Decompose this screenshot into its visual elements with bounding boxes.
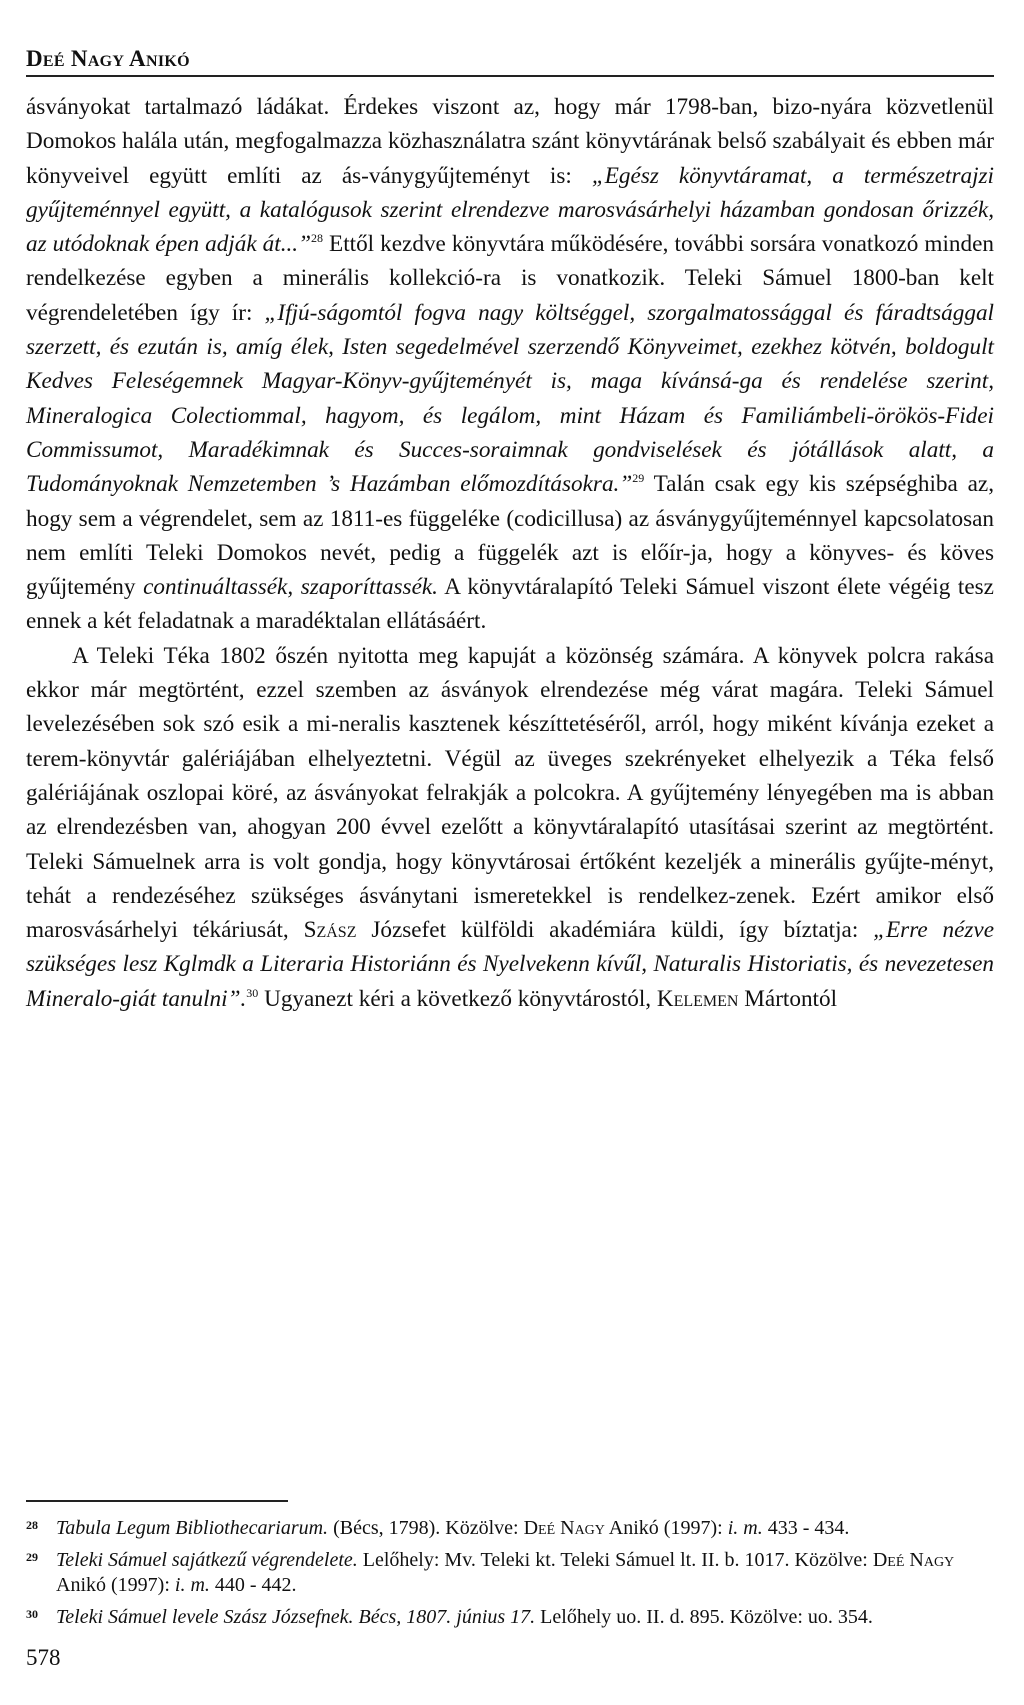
footnote-rule — [26, 1500, 288, 1502]
footnote-reference: 28 — [311, 231, 323, 246]
paragraph-2 — [26, 639, 994, 1016]
text-run: A könyvtáralapító Teleki Sámuel viszont élete végéig tesz ennek a két feladatnak a maradéktalan ellátásáért. — [26, 574, 994, 635]
text-run: 433 - 434. — [762, 1517, 850, 1539]
footnote-text — [56, 1605, 994, 1631]
footnote-30 — [26, 1605, 994, 1631]
footnote-text — [56, 1548, 994, 1599]
text-run: Józsefet külföldi akadémiára küldi, így bíztatja: — [356, 917, 874, 944]
italic-text: „Erre nézve szükséges lesz Kglmdk a Literaria Historiánn és Nyelvekenn kívűl, Naturalis Historiatis, és nevezetesen Mineralo-giát tanulni”. — [26, 917, 994, 1012]
italic-text: „Egész könyvtáramat, a természetrajzi gyűjteménnyel együtt, a katalógusok szerint elrendezve marosvásárhelyi házamban gondosan őrizzék, az utódoknak épen adják át...” — [26, 162, 994, 258]
footnote-28 — [26, 1516, 994, 1542]
italic-text: Tabula Legum Bibliothecariarum. — [56, 1517, 329, 1539]
text-run: (Bécs, 1798). Közölve: — [328, 1517, 524, 1539]
text-run: Talán csak egy kis szépséghiba az, hogy sem a végrendelet, sem az 1811-es függeléke (codicillusa) az ásványgyűjteménnyel kapcsolatosan nem említi Teleki Domokos nevét, pedig a függelék azt is előír-ja, hogy a könyves- és köves gyűjtemény — [26, 471, 994, 601]
text-run: A Teleki Téka 1802 őszén nyitotta meg kapuját a közönség számára. A könyvek polcra rakása ekkor már megtörtént, ezzel szemben az ásványok elrendezése még várat magára. Teleki Sámuel levelezésében sok szó esik a mi-neralis kasztenek készíttetéséről, arról, hogy miként kívánja ezeket a terem-könyvtár galériájában elhelyeztetni. Végül az üveges szekrényeket elhelyezik a Téka felső galériájának oszlopai köré, az ásványokat felrakják a polcokra. A gyűjtemény lényegében ma is abban az elrendezésben van, ahogyan 200 évvel ezelőtt a könyvtáralapító utasításai szerint az megtörtént. Teleki Sámuelnek arra is volt gondja, hogy könyvtárosai értőként kezeljék a minerális gyűjte-ményt, tehát a rendezéséhez szükséges ásványtani ismeretekkel is rendelkez-zenek. Ezért amikor első marosvásárhelyi tékáriusát, — [26, 642, 994, 944]
footnote-reference: 29 — [632, 471, 645, 486]
text-run: ásványokat tartalmazó ládákat. Érdekes viszont az, hogy már 1798-ban, bizo-nyára közvetlenül Domokos halála után, megfogalmazza közhasználatra szánt könyvtárának belső szabályait és ebben már könyveivel együtt említi az ás-ványgyűjteményt is: — [26, 94, 994, 189]
footnote-29 — [26, 1548, 994, 1599]
text-run: Szász — [303, 917, 357, 944]
italic-text: continuáltassék, szaporíttassék. — [143, 574, 438, 601]
text-run: Anikó (1997): — [604, 1517, 728, 1539]
text-run: Anikó (1997): — [56, 1574, 175, 1596]
text-run: Mártontól — [738, 985, 838, 1012]
book-page — [26, 0, 996, 1705]
italic-text: Teleki Sámuel sajátkezű végrendelete. — [56, 1548, 358, 1571]
header-rule — [26, 75, 994, 77]
footnote-number: 30 — [26, 1606, 38, 1621]
text-run: 440 - 442. — [209, 1574, 297, 1596]
text-run: Lelőhely uo. II. d. 895. Közölve: uo. 354. — [535, 1605, 873, 1628]
footnote-number: 29 — [26, 1549, 38, 1564]
text-run: Deé Nagy — [523, 1517, 605, 1539]
footnotes — [26, 1516, 994, 1636]
page-number: 578 — [26, 1645, 61, 1670]
paragraph-1 — [26, 90, 994, 639]
text-run: Ettől kezdve könyvtára működésére, további sorsára vonatkozó minden rendelkezése egyben a minerális kollekció-ra is vonatkozik. Teleki Sámuel 1800-ban kelt végrendeletében így ír: — [26, 231, 994, 326]
text-run: Deé Nagy — [872, 1548, 955, 1571]
italic-text: „Ifjú-ságomtól fogva nagy költséggel, szorgalmatossággal és fáradtsággal szerzett, és ezután is, amíg élek, Isten segedelmével szerzendő Könyveimet, ezekhez kötvén, boldogult Kedves Feleségemnek Magyar-Könyv-gyűjteményét is, maga kívánsá-ga és rendelése szerint, Mineralogica Colectiommal, hagyom, és legálom, mint Házam és Familiámbeli-örökös-Fidei Commissumot, Maradékimnak és Succes-soraimnak gondviselések és jótállások alatt, a Tudományoknak Nemzetemben ’s Hazámban előmozdításokra.” — [26, 299, 994, 498]
footnote-text — [56, 1516, 994, 1542]
italic-text: Teleki Sámuel levele Szász Józsefnek. Bécs, 1807. június 17. — [56, 1605, 536, 1628]
running-title: Deé Nagy Anikó — [26, 46, 190, 71]
footnote-reference: 30 — [246, 985, 259, 1000]
italic-text: i. m. — [174, 1574, 210, 1596]
running-header — [26, 46, 994, 72]
footnote-number: 28 — [26, 1518, 38, 1532]
text-run: Kelemen — [656, 985, 739, 1012]
text-run: Ugyanezt kéri a következő könyvtárostól, — [258, 985, 657, 1012]
body-text — [26, 90, 994, 1016]
italic-text: i. m. — [727, 1517, 763, 1539]
text-run: Lelőhely: Mv. Teleki kt. Teleki Sámuel lt. II. b. 1017. Közölve: — [357, 1548, 873, 1571]
